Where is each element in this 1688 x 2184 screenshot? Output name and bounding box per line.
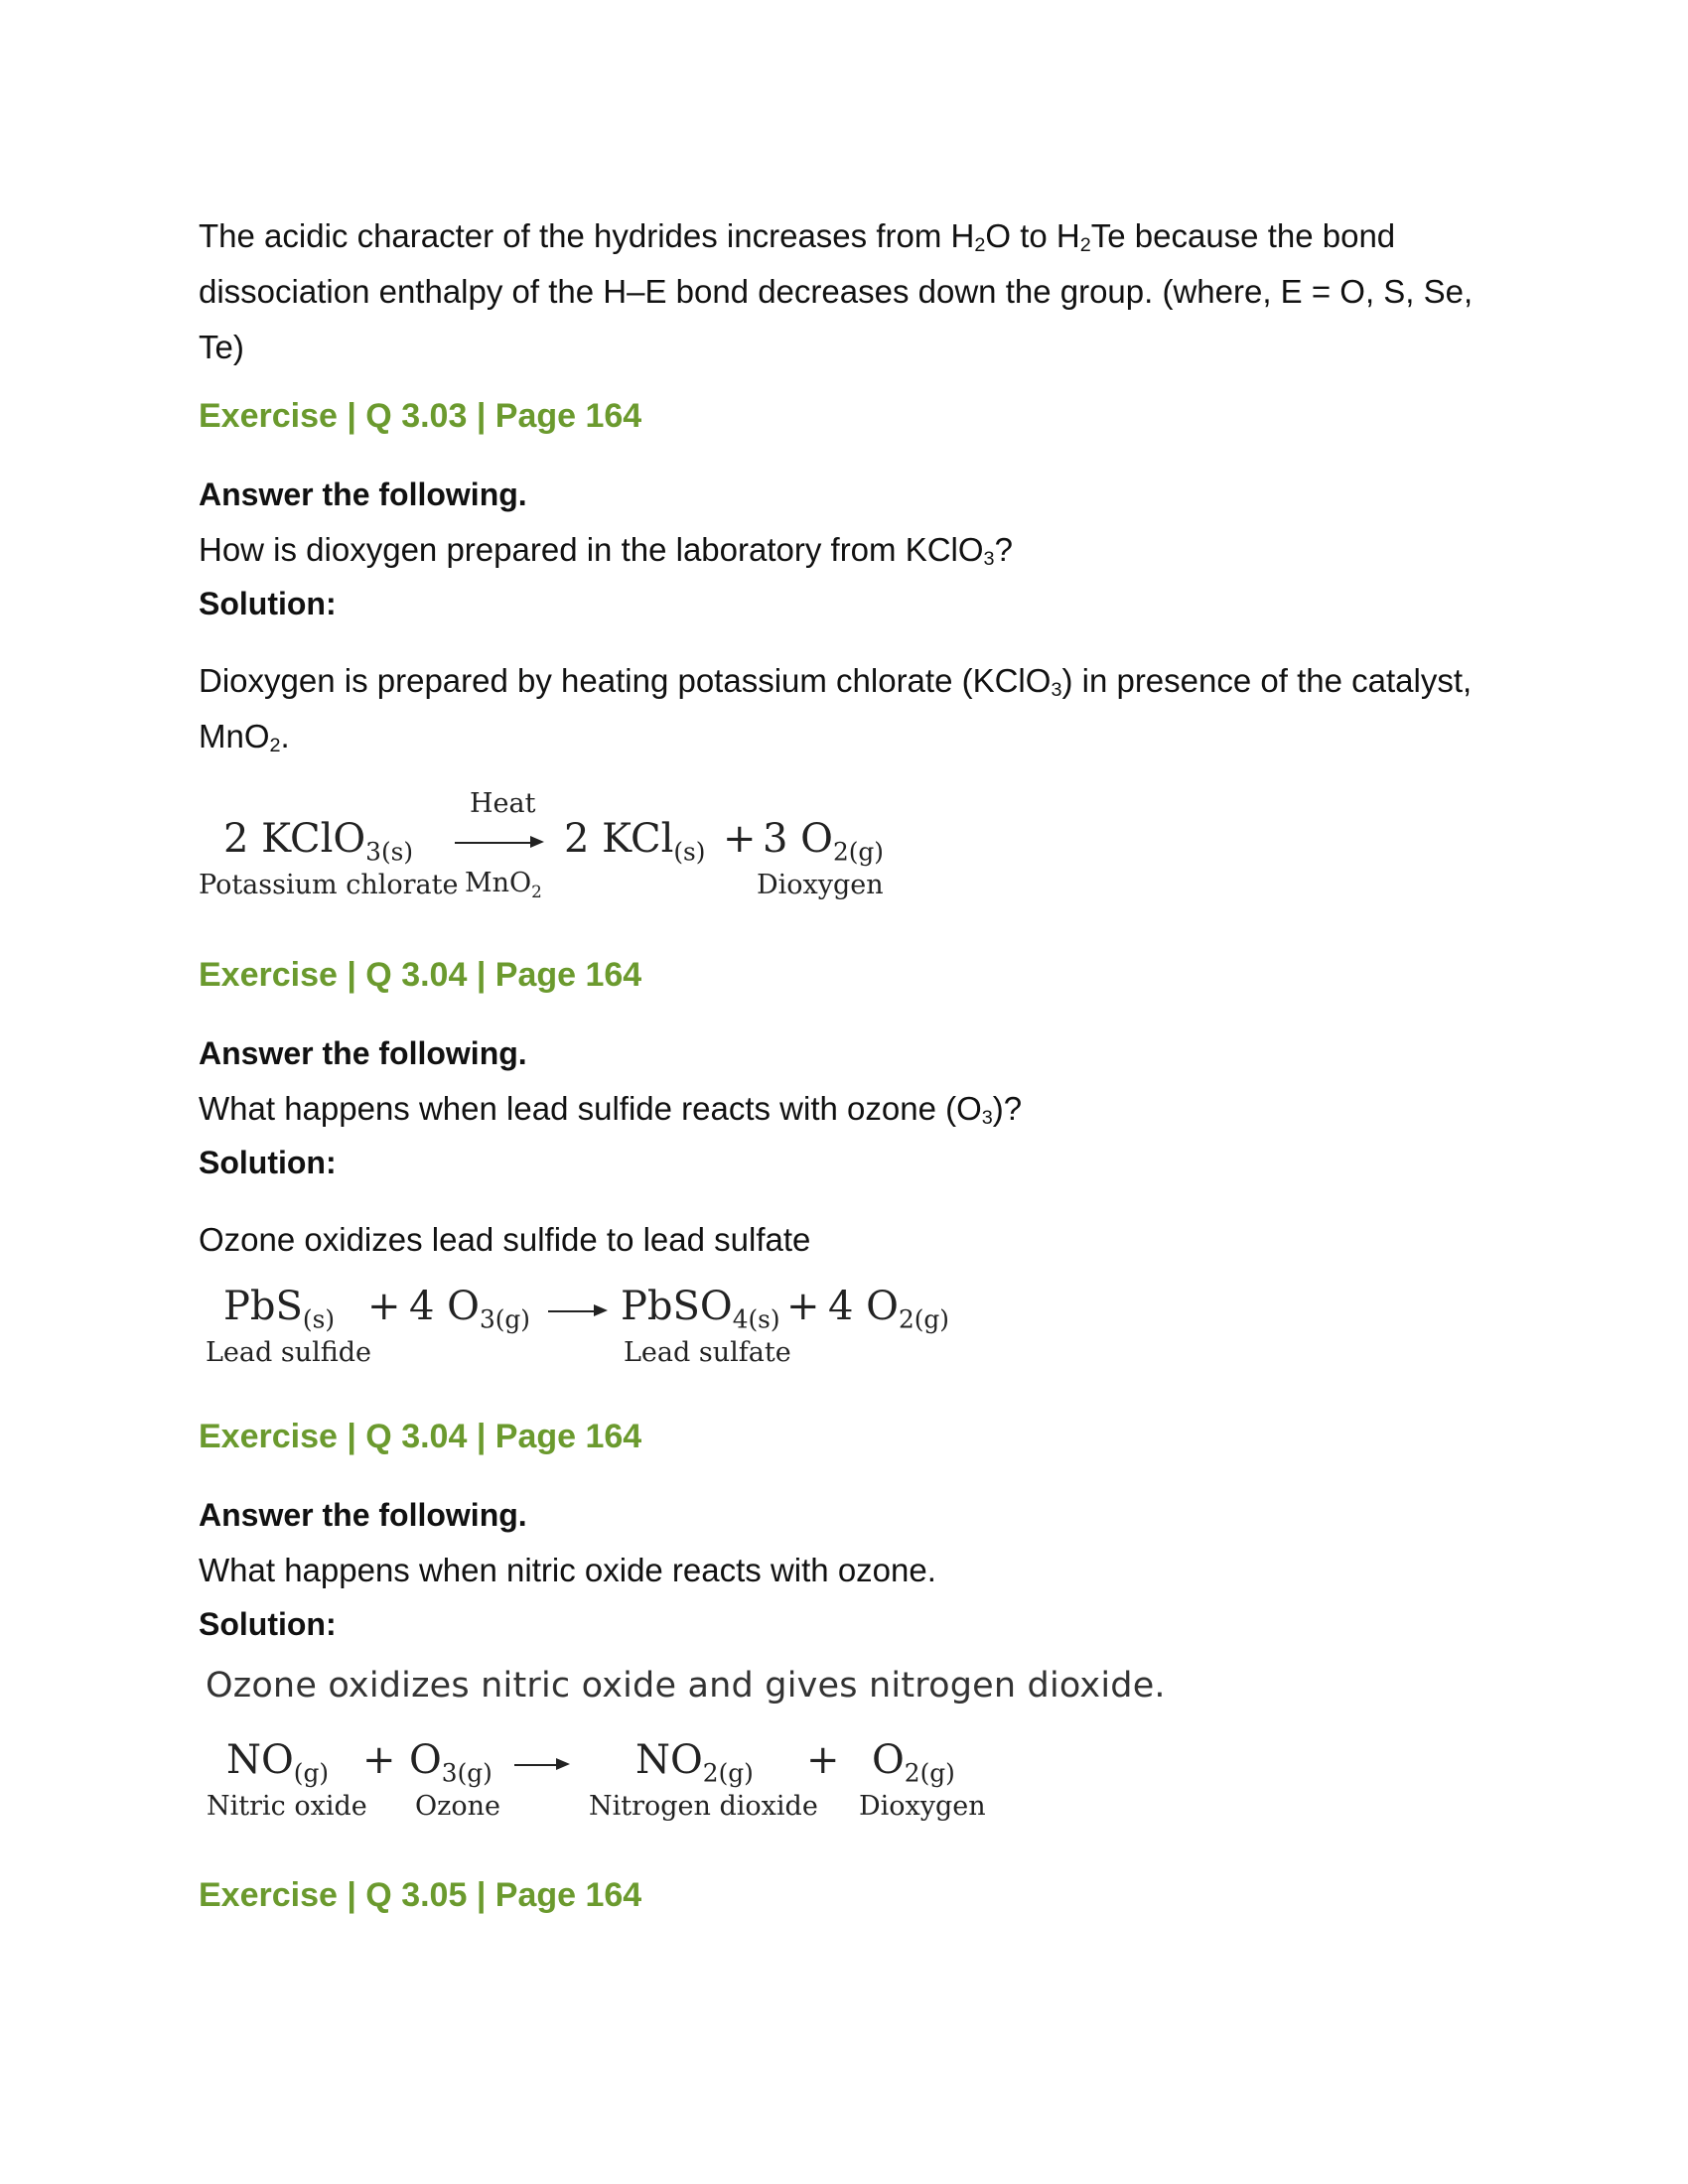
question-sub: 3 <box>981 1106 993 1129</box>
reaction-arrow <box>514 1764 558 1766</box>
question-heading: Answer the following. <box>199 477 527 512</box>
equation-product-2: 3 $O_{2(g)}$ <box>763 816 884 867</box>
reaction-arrow <box>548 1310 596 1312</box>
equation-plus-2: + <box>806 1737 840 1783</box>
equation-reactant-1: $NO_{(g)}$ <box>226 1737 330 1788</box>
intro-paragraph <box>199 208 1509 375</box>
question-text-b: ? <box>994 531 1013 568</box>
equation-reactant: 2 KClO$_{3(s)}$ <box>223 816 414 867</box>
equation-product-2: $O_{2(g)}$ <box>872 1737 955 1788</box>
reactant-label: Lead sulfide <box>206 1337 372 1368</box>
solution-text <box>199 653 1509 764</box>
arrow-head-icon <box>594 1304 608 1316</box>
equation-product-2: 4 $O_{2(g)}$ <box>828 1284 949 1334</box>
equation-no <box>199 1729 1013 1829</box>
exercise-heading-q3-04-b: Exercise | Q 3.04 | Page 164 <box>199 1418 642 1455</box>
question-heading: Answer the following. <box>199 1497 527 1533</box>
solution-label: Solution: <box>199 1145 337 1180</box>
question-text: What happens when nitric oxide reacts with ozone. <box>199 1552 936 1588</box>
equation-plus: + <box>723 816 757 862</box>
intro-sub-2: 2 <box>1079 233 1091 256</box>
question-text-b: )? <box>992 1090 1023 1127</box>
solution-text: Ozone oxidizes lead sulfide to lead sulfate <box>199 1221 811 1258</box>
exercise-heading-q3-03: Exercise | Q 3.03 | Page 164 <box>199 397 642 435</box>
exercise-heading-q3-05: Exercise | Q 3.05 | Page 164 <box>199 1876 642 1914</box>
solution-text: Ozone oxidizes nitric oxide and gives nitrogen dioxide. <box>206 1666 1166 1706</box>
solution-label: Solution: <box>199 586 337 621</box>
product-label: Dioxygen <box>757 870 884 900</box>
equation-reactant-1: PbS$_{(s)}$ <box>223 1284 335 1334</box>
equation-reactant-2: $O_{3(g)}$ <box>409 1737 492 1788</box>
reactant-label: Potassium chlorate <box>199 870 459 900</box>
question-text-a: What happens when lead sulfide reacts with ozone (O <box>199 1090 982 1127</box>
arrow-head-icon <box>556 1758 570 1770</box>
intro-sub-1: 2 <box>974 233 986 256</box>
equation-plus-1: + <box>367 1284 401 1329</box>
question-text-a: How is dioxygen prepared in the laboratory from KClO <box>199 531 984 568</box>
equation-product-1: $NO_{2(g)}$ <box>635 1737 754 1788</box>
intro-text-1: The acidic character of the hydrides increases from H <box>199 217 975 254</box>
intro-text-3: Te because the bond dissociation enthalpy of the H–E bond decreases down the group. (where, E = O, S, Se, Te) <box>199 217 1474 365</box>
question-text <box>199 1090 1022 1128</box>
question-text <box>199 531 1013 569</box>
arrow-head-icon <box>530 836 544 848</box>
reactant-1-label: Nitric oxide <box>207 1791 367 1822</box>
solution-sub-1: 3 <box>1051 678 1062 701</box>
question-heading: Answer the following. <box>199 1035 527 1071</box>
equation-plus-1: + <box>362 1737 396 1783</box>
arrow-condition-heat: Heat <box>470 788 536 819</box>
arrow-condition-catalyst: MnO$_2$ <box>465 868 542 901</box>
solution-text-a: Dioxygen is prepared by heating potassium chlorate (KClO <box>199 662 1052 699</box>
equation-reactant-2: 4 $O_{3(g)}$ <box>409 1284 530 1334</box>
equation-plus-2: + <box>786 1284 820 1329</box>
equation-kclo3 <box>199 788 914 903</box>
intro-text-2: O to H <box>985 217 1080 254</box>
equation-product-1: PbSO$_{4(s)}$ <box>621 1284 780 1334</box>
product-label: Lead sulfate <box>624 1337 791 1368</box>
question-sub: 3 <box>983 547 995 570</box>
reactant-2-label: Ozone <box>415 1791 500 1822</box>
equation-product-1: 2 KCl$_{(s)}$ <box>564 816 706 867</box>
product-2-label: Dioxygen <box>859 1791 986 1822</box>
product-1-label: Nitrogen dioxide <box>589 1791 818 1822</box>
solution-sub-2: 2 <box>269 734 281 756</box>
exercise-heading-q3-04: Exercise | Q 3.04 | Page 164 <box>199 956 642 994</box>
equation-pbs <box>199 1276 993 1375</box>
solution-text-c: . <box>280 718 290 754</box>
reaction-arrow <box>455 842 532 844</box>
solution-text-b: ) in presence of the catalyst, MnO <box>199 662 1473 754</box>
solution-label: Solution: <box>199 1606 337 1642</box>
